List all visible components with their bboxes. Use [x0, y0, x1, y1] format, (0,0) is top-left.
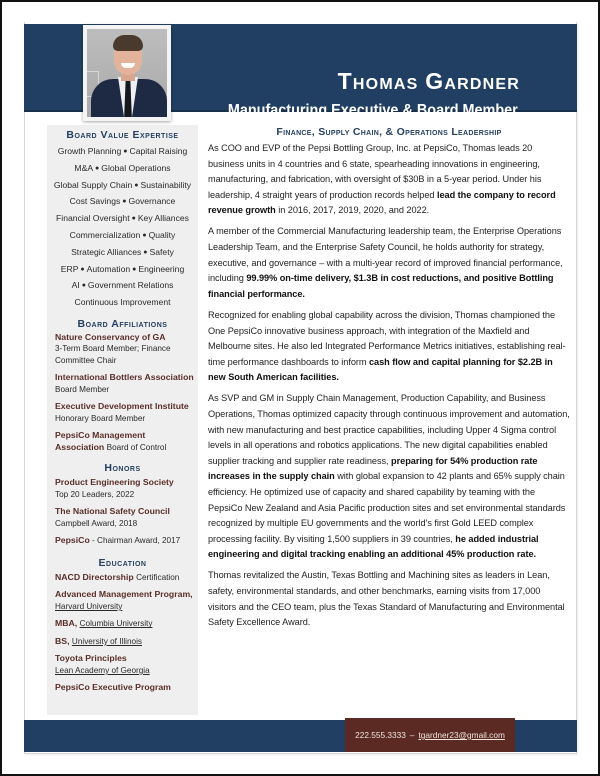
- expertise-line: [50, 161, 195, 178]
- highlight-text: cash flow and capital planning for $2.2B in new South American facilities.: [208, 356, 553, 383]
- expertise-item: Government Relations: [87, 280, 174, 291]
- education-degree: [55, 618, 195, 630]
- expertise-item: Growth Planning: [57, 146, 122, 156]
- email-link[interactable]: tgardner23@gmail.com: [418, 730, 505, 740]
- sidebar: [47, 125, 198, 715]
- affiliation-org: [55, 430, 195, 453]
- affiliation-role: Board Member: [55, 384, 110, 394]
- education-program: PepsiCo Executive Program: [55, 682, 171, 693]
- name-first: Thomas: [337, 68, 419, 94]
- honor-award: - Chairman Award, 2017: [89, 536, 181, 546]
- education-degree: [55, 636, 195, 648]
- affiliation-entry: [50, 372, 195, 395]
- expertise-line: [50, 178, 195, 195]
- phone-number: 222.555.3333: [355, 730, 406, 740]
- expertise-item: M&A: [74, 162, 94, 173]
- summary-paragraph: A member of the Commercial Manufacturing leadership team, the Enterprise Operations Leadership Team, and the Enterprise Safety Council, he holds authority for strategy, executive, and governance – with a multi-year record of improved financial performance, including 99.99% on-time delivery, $1.3B in cost reductions, and positive Bottling financial performance.: [208, 226, 563, 299]
- bullet-icon: ●: [132, 265, 137, 273]
- summary-paragraph: As SVP and GM in Supply Chain Management, Production Capability, and Business Operations, Thomas optimized capacity through continuous improvement and automation, with new manufacturing and best practice capabilities, including Upper 4 Sigma control levels in all operations and robotics applications. The new digital capabilities enabled supplier tracking and supplier rate readiness, preparing for 54% production rate increases in the supply chain with global expansion to 42 plants and 65% supply chain efficiency. He optimized use of capacity and shared capability by teaming with the PepsiCo New Zealand and Asia Pacific production sites and set environmental standards recognized by multiple EU governments and the world’s first Gold LEED complex processing facility. By visiting 1,500 suppliers in 39 countries, he added industrial engineering and digital tracking enabling an additional 45% production rate.: [208, 393, 570, 560]
- affiliation-entry: [50, 332, 195, 367]
- education-list: [50, 572, 195, 694]
- education-entry: [50, 682, 195, 694]
- honor-entry: [50, 506, 195, 529]
- honor-org: Product Engineering Society: [55, 477, 174, 488]
- affiliation-org: Nature Conservancy of GA: [55, 331, 166, 342]
- honors-list: [50, 477, 195, 547]
- affiliation-role: Board of Control: [106, 442, 167, 452]
- education-program: Advanced Management Program,: [55, 589, 193, 600]
- expertise-heading: Board Value Expertise: [66, 129, 179, 141]
- contact-box: [345, 718, 515, 752]
- expertise-line: [50, 144, 195, 161]
- expertise-line: [50, 295, 195, 311]
- education-school-link[interactable]: University of Illinois: [71, 636, 142, 646]
- expertise-item: ERP: [60, 263, 79, 274]
- bullet-icon: ●: [122, 198, 127, 206]
- highlight-text: lead the company to record revenue growth: [208, 189, 556, 216]
- expertise-item: Quality: [148, 229, 176, 240]
- expertise-item: Global Supply Chain: [53, 179, 133, 190]
- education-entry: [50, 636, 195, 648]
- expertise-item: Strategic Alliances: [71, 246, 142, 257]
- expertise-item: Key Alliances: [137, 213, 189, 224]
- bullet-icon: ●: [81, 282, 86, 290]
- education-entry: [50, 589, 195, 612]
- expertise-line: [50, 228, 195, 245]
- honor-org: The National Safety Council: [55, 506, 170, 517]
- name-last: Gardner: [425, 68, 520, 94]
- affiliation-entry: [50, 401, 195, 424]
- affiliation-role: Honorary Board Member: [55, 413, 146, 423]
- candidate-name: [338, 68, 520, 95]
- expertise-item: Governance: [128, 196, 176, 207]
- expertise-item: AI: [71, 280, 80, 291]
- expertise-item: Continuous Improvement: [74, 297, 171, 308]
- expertise-item: Engineering: [138, 263, 185, 274]
- affiliations-heading: Board Affiliations: [77, 317, 168, 330]
- affiliations-list: [50, 332, 195, 454]
- bullet-icon: ●: [131, 215, 136, 223]
- portrait-image: [87, 29, 167, 117]
- bullet-icon: ●: [143, 248, 148, 256]
- bullet-icon: ●: [95, 164, 100, 172]
- education-school-link[interactable]: Lean Academy of Georgia: [55, 665, 150, 675]
- expertise-item: Financial Oversight: [56, 213, 130, 224]
- expertise-item: Capital Raising: [129, 146, 188, 156]
- education-program: BS,: [55, 635, 72, 646]
- affiliation-entry: [50, 430, 195, 453]
- summary-paragraph: As COO and EVP of the Pepsi Bottling Group, Inc. at PepsiCo, Thomas leads 20 business units in 4 countries and 6 state, spearheading innovations in engineering, manufacturing, and fabrication, with oversight of $30B in a 5-year period. Under his leadership, 4 straight years of production records helped lead the company to record revenue growth in 2016, 2017, 2019, 2020, and 2022.: [208, 143, 556, 216]
- summary-paragraphs: [208, 141, 570, 631]
- main-content: [208, 126, 570, 636]
- bullet-icon: ●: [80, 265, 85, 273]
- expertise-line: [50, 245, 195, 262]
- education-program: MBA,: [55, 618, 80, 629]
- affiliation-org-name: PepsiCo Management Association: [55, 430, 146, 452]
- education-entry: [50, 572, 195, 584]
- expertise-line: [50, 211, 195, 228]
- candidate-title: Manufacturing Executive & Board Member: [228, 102, 518, 119]
- education-school-link[interactable]: Harvard University: [55, 601, 123, 611]
- expertise-line: [50, 262, 195, 279]
- expertise-line: [50, 194, 195, 211]
- education-school-link[interactable]: Columbia University: [79, 619, 153, 629]
- education-degree: [55, 572, 195, 584]
- profile-photo: [83, 25, 171, 121]
- highlight-text: he added industrial engineering and digital tracking enabling an additional 45% production rate.: [208, 533, 539, 560]
- expertise-item: Safety: [149, 246, 174, 257]
- honor-org: [55, 535, 195, 547]
- highlight-text: preparing for 54% production rate increases in the supply chain: [208, 455, 538, 482]
- honor-award: Campbell Award, 2018: [55, 518, 138, 528]
- expertise-item: Automation: [86, 263, 131, 274]
- education-program: Toyota Principles: [55, 653, 127, 664]
- honor-award: Top 20 Leaders, 2022: [55, 489, 135, 499]
- bullet-icon: ●: [142, 231, 147, 239]
- education-heading: Education: [98, 556, 147, 569]
- summary-paragraph: Thomas revitalized the Austin, Texas Bottling and Machining sites as leaders in Lean, safety, environmental standards, and other benchmarks, earning visits from 17,000 visitors and the CEO team, plus the Texas Standard of Manufacturing and Environmental Safety Excellence Award.: [208, 570, 565, 628]
- honor-org-name: PepsiCo: [55, 535, 90, 546]
- highlight-text: 99.99% on-time delivery, $1.3B in cost reductions, and positive Bottling financial performance.: [208, 273, 554, 299]
- education-detail: Certification: [136, 572, 180, 582]
- expertise-item: Global Operations: [101, 162, 171, 173]
- section-heading: Finance, Supply Chain, & Operations Leadership: [276, 126, 502, 138]
- affiliation-role: 3-Term Board Member; Finance Committee Chair: [55, 344, 171, 365]
- honors-heading: Honors: [104, 462, 141, 475]
- expertise-item: Cost Savings: [69, 196, 121, 207]
- affiliation-org: Executive Development Institute: [55, 401, 189, 412]
- contact-separator: –: [409, 730, 415, 740]
- expertise-line: [50, 278, 195, 295]
- expertise-list: [50, 144, 195, 311]
- bullet-icon: ●: [123, 148, 128, 155]
- summary-paragraph: Recognized for enabling global capability across the division, Thomas championed the One PepsiCo innovative business approach, with integration of the Maxfield and Melbourne sites. He also led Integrated Performance Metrics initiatives, establishing real-time performance dashboards to inform cash flow and capital planning for $2.2B in new South American facilities.: [208, 309, 566, 383]
- honor-entry: [50, 477, 195, 500]
- education-entry: [50, 653, 195, 676]
- education-program: NACD Directorship: [55, 571, 137, 582]
- bullet-icon: ●: [134, 181, 139, 189]
- honor-entry: [50, 535, 195, 547]
- expertise-item: Commercialization: [69, 229, 141, 240]
- expertise-item: Sustainability: [140, 179, 192, 190]
- affiliation-org: International Bottlers Association: [55, 372, 194, 383]
- education-entry: [50, 618, 195, 630]
